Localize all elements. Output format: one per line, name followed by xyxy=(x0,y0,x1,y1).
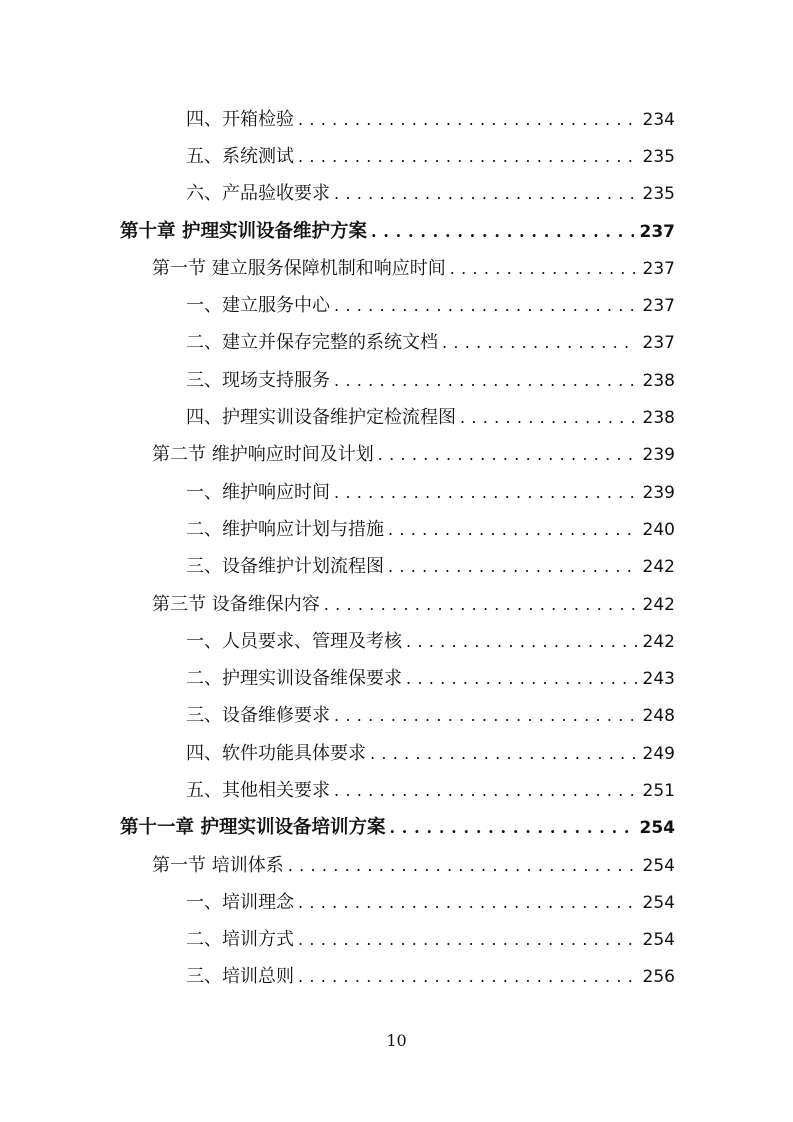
toc-dot-leader xyxy=(298,146,637,168)
toc-entry-title: 第十一章 护理实训设备培训方案 xyxy=(120,817,386,839)
toc-entry-page: 242 xyxy=(642,557,675,578)
toc-dot-leader xyxy=(298,892,637,914)
toc-entry[interactable] xyxy=(0,101,793,138)
toc-entry-title: 第三节 设备维保内容 xyxy=(152,593,320,615)
toc-entry-page: 254 xyxy=(642,855,675,876)
toc-entry-page: 254 xyxy=(642,930,675,951)
toc-entry-page: 239 xyxy=(642,445,675,466)
table-of-contents xyxy=(0,101,793,996)
toc-dot-leader xyxy=(460,407,637,429)
toc-entry-title: 二、建立并保存完整的系统文档 xyxy=(186,332,438,354)
toc-entry-page: 239 xyxy=(642,482,675,503)
toc-entry-title: 一、培训理念 xyxy=(186,891,294,913)
toc-entry-title: 四、护理实训设备维护定检流程图 xyxy=(186,407,456,429)
toc-entry-page: 248 xyxy=(642,706,675,727)
toc-section-entry[interactable] xyxy=(0,586,793,623)
toc-entry[interactable] xyxy=(0,884,793,921)
toc-entry-title: 六、产品验收要求 xyxy=(186,183,330,205)
toc-entry-page: 242 xyxy=(642,594,675,615)
toc-entry[interactable] xyxy=(0,511,793,548)
toc-entry-title: 三、设备维护计划流程图 xyxy=(186,556,384,578)
toc-dot-leader xyxy=(371,221,634,243)
toc-dot-leader xyxy=(334,183,637,205)
toc-dot-leader xyxy=(389,817,633,839)
toc-entry-title: 第一节 建立服务保障机制和响应时间 xyxy=(152,257,446,279)
toc-entry-title: 二、培训方式 xyxy=(186,929,294,951)
toc-entry-page: 238 xyxy=(642,370,675,391)
toc-dot-leader xyxy=(334,705,637,727)
toc-chapter-entry[interactable] xyxy=(0,810,793,847)
toc-entry-title: 五、系统测试 xyxy=(186,145,294,167)
toc-entry-title: 二、维护响应计划与措施 xyxy=(186,518,384,540)
toc-entry[interactable] xyxy=(0,922,793,959)
toc-dot-leader xyxy=(288,855,637,877)
toc-dot-leader xyxy=(406,668,637,690)
toc-entry[interactable] xyxy=(0,362,793,399)
toc-dot-leader xyxy=(334,780,637,802)
toc-entry-page: 235 xyxy=(642,146,675,167)
toc-entry-title: 四、开箱检验 xyxy=(186,108,294,130)
toc-entry-title: 一、建立服务中心 xyxy=(186,295,330,317)
toc-entry-title: 三、设备维修要求 xyxy=(186,705,330,727)
toc-entry-page: 254 xyxy=(639,818,675,839)
toc-dot-leader xyxy=(442,332,637,354)
toc-entry-title: 一、人员要求、管理及考核 xyxy=(186,630,402,652)
toc-dot-leader xyxy=(298,929,637,951)
toc-entry[interactable] xyxy=(0,287,793,324)
toc-dot-leader xyxy=(298,109,637,131)
toc-entry[interactable] xyxy=(0,176,793,213)
toc-entry[interactable] xyxy=(0,474,793,511)
toc-dot-leader xyxy=(334,370,637,392)
toc-entry-page: 237 xyxy=(642,333,675,354)
toc-entry-title: 三、现场支持服务 xyxy=(186,369,330,391)
toc-entry[interactable] xyxy=(0,399,793,436)
toc-entry[interactable] xyxy=(0,325,793,362)
toc-dot-leader xyxy=(370,743,637,765)
toc-entry-page: 254 xyxy=(642,892,675,913)
page-number: 10 xyxy=(386,1031,407,1050)
toc-entry-page: 256 xyxy=(642,967,675,988)
toc-entry-page: 249 xyxy=(642,743,675,764)
toc-entry-page: 251 xyxy=(642,780,675,801)
toc-entry-title: 第二节 维护响应时间及计划 xyxy=(152,444,374,466)
toc-section-entry[interactable] xyxy=(0,847,793,884)
toc-entry-page: 235 xyxy=(642,184,675,205)
toc-dot-leader xyxy=(324,594,637,616)
toc-dot-leader xyxy=(388,519,637,541)
toc-dot-leader xyxy=(450,258,637,280)
toc-entry-title: 二、护理实训设备维保要求 xyxy=(186,668,402,690)
toc-entry-page: 243 xyxy=(642,669,675,690)
toc-entry[interactable] xyxy=(0,549,793,586)
toc-entry-page: 240 xyxy=(642,519,675,540)
toc-entry-page: 234 xyxy=(642,109,675,130)
toc-entry-title: 第十章 护理实训设备维护方案 xyxy=(120,220,367,242)
toc-entry-page: 237 xyxy=(642,296,675,317)
toc-entry-title: 三、培训总则 xyxy=(186,966,294,988)
toc-dot-leader xyxy=(378,444,637,466)
toc-entry-title: 四、软件功能具体要求 xyxy=(186,742,366,764)
toc-chapter-entry[interactable] xyxy=(0,213,793,250)
toc-dot-leader xyxy=(334,295,637,317)
toc-section-entry[interactable] xyxy=(0,437,793,474)
toc-entry[interactable] xyxy=(0,772,793,809)
toc-dot-leader xyxy=(388,556,637,578)
toc-entry[interactable] xyxy=(0,735,793,772)
toc-dot-leader xyxy=(298,966,637,988)
toc-entry[interactable] xyxy=(0,138,793,175)
toc-entry-page: 242 xyxy=(642,631,675,652)
toc-dot-leader xyxy=(334,482,637,504)
toc-entry[interactable] xyxy=(0,660,793,697)
toc-entry-page: 238 xyxy=(642,408,675,429)
toc-section-entry[interactable] xyxy=(0,250,793,287)
toc-entry-title: 一、维护响应时间 xyxy=(186,481,330,503)
toc-entry-page: 237 xyxy=(642,258,675,279)
toc-entry-title: 五、其他相关要求 xyxy=(186,779,330,801)
toc-entry[interactable] xyxy=(0,698,793,735)
toc-entry[interactable] xyxy=(0,959,793,996)
toc-dot-leader xyxy=(406,631,637,653)
toc-entry[interactable] xyxy=(0,623,793,660)
toc-entry-title: 第一节 培训体系 xyxy=(152,854,284,876)
toc-entry-page: 237 xyxy=(639,221,675,242)
